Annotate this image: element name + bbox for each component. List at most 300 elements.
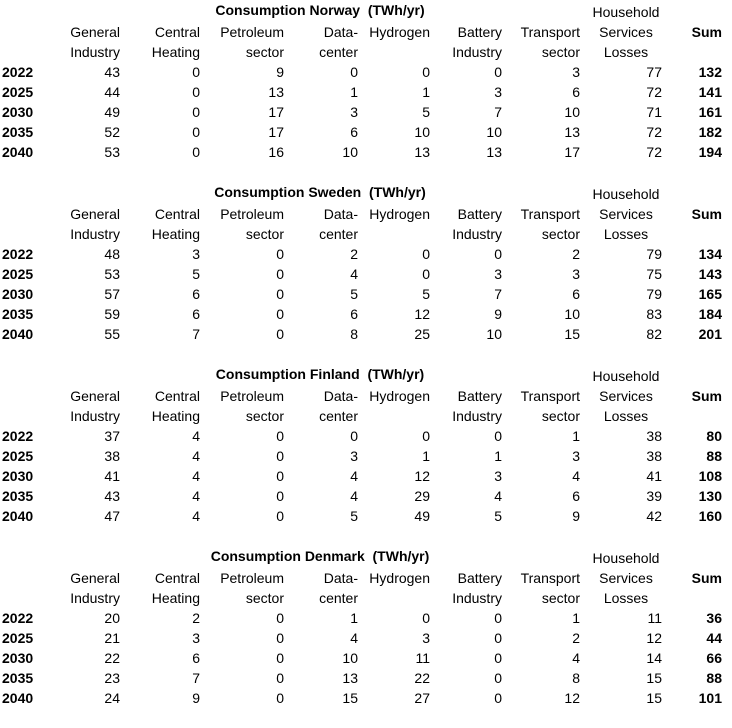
value-cell: 0 [494, 610, 502, 626]
sum-cell: 130 [698, 488, 722, 504]
value-cell: 0 [494, 428, 502, 444]
value-cell: 5 [422, 104, 430, 120]
sum-cell: 36 [706, 610, 722, 626]
value-cell: 0 [350, 64, 358, 80]
value-cell: 6 [192, 306, 200, 322]
header-battery-industry: Industry [452, 226, 502, 242]
value-cell: 0 [276, 448, 284, 464]
table-row [0, 304, 732, 324]
value-cell: 12 [414, 306, 430, 322]
header-transport: Transport [520, 570, 580, 586]
header-battery: Battery [457, 570, 502, 586]
value-cell: 72 [646, 124, 662, 140]
value-cell: 8 [572, 670, 580, 686]
value-cell: 21 [104, 630, 120, 646]
value-cell: 1 [350, 610, 358, 626]
value-cell: 4 [192, 508, 200, 524]
row-year: 2035 [2, 488, 34, 504]
header-transport-sector: sector [541, 590, 580, 606]
row-year: 2040 [2, 508, 34, 524]
value-cell: 15 [564, 326, 580, 342]
sum-cell: 143 [698, 266, 722, 282]
value-cell: 3 [192, 246, 200, 262]
header-losses: Losses [603, 44, 649, 60]
value-cell: 0 [192, 104, 200, 120]
value-cell: 3 [422, 630, 430, 646]
value-cell: 57 [104, 286, 120, 302]
value-cell: 5 [350, 286, 358, 302]
header-losses: Losses [603, 408, 649, 424]
header-sector: sector [245, 226, 284, 242]
value-cell: 14 [646, 650, 662, 666]
header-services: Services [599, 206, 653, 222]
value-cell: 10 [414, 124, 430, 140]
value-cell: 79 [646, 246, 662, 262]
value-cell: 27 [414, 690, 430, 706]
table-row [0, 506, 732, 526]
value-cell: 3 [192, 630, 200, 646]
value-cell: 6 [350, 306, 358, 322]
value-cell: 4 [192, 428, 200, 444]
value-cell: 83 [646, 306, 662, 322]
value-cell: 4 [350, 630, 358, 646]
value-cell: 17 [564, 144, 580, 160]
header-transport-sector: sector [541, 226, 580, 242]
header-data: Data- [323, 570, 358, 586]
header-hydrogen: Hydrogen [369, 388, 430, 404]
header-transport-sector: sector [541, 408, 580, 424]
value-cell: 3 [572, 448, 580, 464]
row-year: 2040 [2, 144, 34, 160]
value-cell: 53 [104, 266, 120, 282]
value-cell: 13 [268, 84, 284, 100]
value-cell: 37 [104, 428, 120, 444]
table-row [0, 648, 732, 668]
table-row [0, 628, 732, 648]
value-cell: 10 [564, 306, 580, 322]
value-cell: 4 [572, 468, 580, 484]
value-cell: 47 [104, 508, 120, 524]
header-sum: Sum [691, 24, 722, 40]
header-battery: Battery [457, 206, 502, 222]
sum-cell: 88 [706, 448, 722, 464]
sum-cell: 66 [706, 650, 722, 666]
sum-cell: 182 [698, 124, 722, 140]
header-hydrogen: Hydrogen [369, 206, 430, 222]
value-cell: 5 [422, 286, 430, 302]
value-cell: 29 [414, 488, 430, 504]
value-cell: 0 [422, 64, 430, 80]
header-petroleum: Petroleum [220, 570, 284, 586]
value-cell: 7 [192, 326, 200, 342]
table-block [0, 364, 732, 546]
sum-cell: 184 [698, 306, 722, 322]
value-cell: 6 [572, 286, 580, 302]
value-cell: 4 [572, 650, 580, 666]
sum-cell: 194 [698, 144, 722, 160]
header-sum: Sum [691, 388, 722, 404]
header-services: Services [599, 388, 653, 404]
header-hydrogen: Hydrogen [369, 570, 430, 586]
value-cell: 0 [276, 326, 284, 342]
value-cell: 2 [572, 246, 580, 262]
sum-cell: 101 [698, 690, 722, 706]
table-title-text: Consumption Denmark [210, 548, 365, 564]
value-cell: 4 [192, 468, 200, 484]
value-cell: 3 [494, 266, 502, 282]
table-title [200, 548, 440, 564]
value-cell: 48 [104, 246, 120, 262]
value-cell: 6 [192, 286, 200, 302]
value-cell: 0 [422, 610, 430, 626]
value-cell: 0 [494, 650, 502, 666]
value-cell: 0 [192, 64, 200, 80]
value-cell: 12 [646, 630, 662, 646]
table-row [0, 122, 732, 142]
row-year: 2022 [2, 610, 34, 626]
sum-cell: 161 [698, 104, 722, 120]
value-cell: 23 [104, 670, 120, 686]
value-cell: 6 [192, 650, 200, 666]
value-cell: 5 [192, 266, 200, 282]
header-heating: Heating [151, 590, 200, 606]
value-cell: 10 [486, 326, 502, 342]
row-year: 2035 [2, 124, 34, 140]
table-title-text: Consumption Sweden [214, 184, 362, 200]
value-cell: 1 [422, 448, 430, 464]
header-sum: Sum [691, 570, 722, 586]
value-cell: 3 [350, 448, 358, 464]
value-cell: 0 [276, 690, 284, 706]
value-cell: 0 [494, 246, 502, 262]
value-cell: 55 [104, 326, 120, 342]
value-cell: 15 [646, 670, 662, 686]
row-year: 2025 [2, 448, 34, 464]
value-cell: 3 [572, 266, 580, 282]
header-household: Household [592, 368, 660, 384]
value-cell: 4 [350, 468, 358, 484]
value-cell: 5 [494, 508, 502, 524]
value-cell: 52 [104, 124, 120, 140]
value-cell: 9 [276, 64, 284, 80]
header-industry: Industry [70, 590, 120, 606]
value-cell: 3 [494, 84, 502, 100]
value-cell: 15 [342, 690, 358, 706]
header-central: Central [154, 388, 200, 404]
value-cell: 1 [572, 428, 580, 444]
row-year: 2022 [2, 64, 34, 80]
value-cell: 1 [350, 84, 358, 100]
value-cell: 9 [494, 306, 502, 322]
table-title-text: Consumption Finland [215, 366, 360, 382]
table-block [0, 182, 732, 364]
value-cell: 59 [104, 306, 120, 322]
table-title-text: Consumption Norway [215, 2, 361, 18]
value-cell: 10 [342, 650, 358, 666]
value-cell: 0 [276, 508, 284, 524]
value-cell: 43 [104, 488, 120, 504]
header-industry: Industry [70, 408, 120, 424]
value-cell: 7 [494, 286, 502, 302]
value-cell: 22 [104, 650, 120, 666]
header-industry: Industry [70, 226, 120, 242]
header-transport: Transport [520, 206, 580, 222]
header-services: Services [599, 24, 653, 40]
value-cell: 1 [422, 84, 430, 100]
sum-cell: 108 [698, 468, 722, 484]
header-household: Household [592, 550, 660, 566]
header-center: center [319, 44, 358, 60]
value-cell: 72 [646, 144, 662, 160]
value-cell: 53 [104, 144, 120, 160]
value-cell: 13 [486, 144, 502, 160]
table-row [0, 446, 732, 466]
header-battery-industry: Industry [452, 44, 502, 60]
value-cell: 13 [342, 670, 358, 686]
value-cell: 13 [564, 124, 580, 140]
table-block [0, 0, 732, 182]
header-data: Data- [323, 388, 358, 404]
value-cell: 0 [422, 266, 430, 282]
header-losses: Losses [603, 226, 649, 242]
value-cell: 77 [646, 64, 662, 80]
value-cell: 0 [276, 286, 284, 302]
value-cell: 0 [276, 246, 284, 262]
value-cell: 41 [646, 468, 662, 484]
value-cell: 8 [350, 326, 358, 342]
row-year: 2022 [2, 246, 34, 262]
value-cell: 7 [494, 104, 502, 120]
value-cell: 5 [350, 508, 358, 524]
value-cell: 4 [192, 488, 200, 504]
value-cell: 39 [646, 488, 662, 504]
value-cell: 2 [192, 610, 200, 626]
value-cell: 11 [647, 610, 662, 626]
value-cell: 15 [646, 690, 662, 706]
table-title [200, 2, 440, 18]
header-general: General [70, 206, 120, 222]
sum-cell: 88 [706, 670, 722, 686]
row-year: 2030 [2, 286, 34, 302]
value-cell: 0 [350, 428, 358, 444]
header-sector: sector [245, 44, 284, 60]
value-cell: 0 [276, 306, 284, 322]
table-row [0, 82, 732, 102]
value-cell: 3 [494, 468, 502, 484]
value-cell: 20 [104, 610, 120, 626]
header-general: General [70, 388, 120, 404]
value-cell: 0 [276, 468, 284, 484]
table-row [0, 486, 732, 506]
value-cell: 22 [414, 670, 430, 686]
value-cell: 9 [192, 690, 200, 706]
value-cell: 17 [268, 104, 284, 120]
value-cell: 10 [564, 104, 580, 120]
table-row [0, 62, 732, 82]
header-central: Central [154, 24, 200, 40]
value-cell: 0 [276, 428, 284, 444]
value-cell: 24 [104, 690, 120, 706]
value-cell: 4 [192, 448, 200, 464]
header-heating: Heating [151, 226, 200, 242]
value-cell: 4 [494, 488, 502, 504]
table-unit: (TWh/yr) [367, 366, 425, 382]
header-losses: Losses [603, 590, 649, 606]
value-cell: 3 [350, 104, 358, 120]
header-heating: Heating [151, 408, 200, 424]
value-cell: 2 [350, 246, 358, 262]
value-cell: 3 [572, 64, 580, 80]
header-battery: Battery [457, 388, 502, 404]
header-central: Central [154, 206, 200, 222]
header-services: Services [599, 570, 653, 586]
header-petroleum: Petroleum [220, 206, 284, 222]
header-hydrogen: Hydrogen [369, 24, 430, 40]
value-cell: 82 [646, 326, 662, 342]
value-cell: 0 [494, 670, 502, 686]
row-year: 2040 [2, 326, 34, 342]
value-cell: 25 [414, 326, 430, 342]
value-cell: 75 [646, 266, 662, 282]
table-unit: (TWh/yr) [367, 2, 425, 18]
row-year: 2030 [2, 104, 34, 120]
header-battery: Battery [457, 24, 502, 40]
row-year: 2035 [2, 670, 34, 686]
table-unit: (TWh/yr) [372, 548, 430, 564]
value-cell: 12 [414, 468, 430, 484]
table-title [200, 184, 440, 200]
table-block [0, 546, 732, 728]
row-year: 2035 [2, 306, 34, 322]
header-sum: Sum [691, 206, 722, 222]
value-cell: 7 [192, 670, 200, 686]
row-year: 2025 [2, 84, 34, 100]
value-cell: 79 [646, 286, 662, 302]
header-battery-industry: Industry [452, 408, 502, 424]
value-cell: 17 [268, 124, 284, 140]
value-cell: 0 [276, 630, 284, 646]
sum-cell: 132 [698, 64, 722, 80]
value-cell: 0 [276, 488, 284, 504]
table-row [0, 466, 732, 486]
header-transport: Transport [520, 24, 580, 40]
header-central: Central [154, 570, 200, 586]
value-cell: 44 [104, 84, 120, 100]
table-unit: (TWh/yr) [369, 184, 426, 200]
header-center: center [319, 408, 358, 424]
value-cell: 0 [422, 246, 430, 262]
value-cell: 6 [350, 124, 358, 140]
value-cell: 43 [104, 64, 120, 80]
sum-cell: 44 [706, 630, 722, 646]
table-row [0, 102, 732, 122]
header-data: Data- [323, 24, 358, 40]
value-cell: 2 [572, 630, 580, 646]
value-cell: 0 [192, 124, 200, 140]
row-year: 2030 [2, 468, 34, 484]
row-year: 2030 [2, 650, 34, 666]
value-cell: 0 [276, 266, 284, 282]
value-cell: 0 [276, 650, 284, 666]
sum-cell: 201 [698, 326, 722, 342]
sum-cell: 141 [698, 84, 722, 100]
sum-cell: 134 [698, 246, 722, 262]
value-cell: 38 [646, 428, 662, 444]
header-petroleum: Petroleum [220, 24, 284, 40]
sum-cell: 165 [698, 286, 722, 302]
row-year: 2040 [2, 690, 34, 706]
row-year: 2025 [2, 266, 34, 282]
header-household: Household [592, 4, 660, 20]
header-industry: Industry [70, 44, 120, 60]
value-cell: 1 [494, 448, 502, 464]
header-transport: Transport [520, 388, 580, 404]
header-center: center [319, 226, 358, 242]
header-data: Data- [323, 206, 358, 222]
header-general: General [70, 24, 120, 40]
value-cell: 13 [414, 144, 430, 160]
table-row [0, 426, 732, 446]
row-year: 2025 [2, 630, 34, 646]
header-center: center [319, 590, 358, 606]
value-cell: 10 [342, 144, 358, 160]
value-cell: 38 [646, 448, 662, 464]
header-heating: Heating [151, 44, 200, 60]
value-cell: 0 [192, 144, 200, 160]
table-title [200, 366, 440, 382]
value-cell: 6 [572, 84, 580, 100]
table-row [0, 284, 732, 304]
value-cell: 9 [572, 508, 580, 524]
value-cell: 72 [646, 84, 662, 100]
header-transport-sector: sector [541, 44, 580, 60]
row-year: 2022 [2, 428, 34, 444]
value-cell: 49 [414, 508, 430, 524]
value-cell: 49 [104, 104, 120, 120]
table-row [0, 324, 732, 344]
table-row [0, 244, 732, 264]
table-row [0, 688, 732, 708]
header-general: General [70, 570, 120, 586]
value-cell: 0 [494, 690, 502, 706]
header-sector: sector [245, 590, 284, 606]
value-cell: 12 [564, 690, 580, 706]
table-row [0, 264, 732, 284]
value-cell: 0 [494, 630, 502, 646]
header-battery-industry: Industry [452, 590, 502, 606]
header-sector: sector [245, 408, 284, 424]
value-cell: 6 [572, 488, 580, 504]
value-cell: 10 [486, 124, 502, 140]
value-cell: 0 [422, 428, 430, 444]
value-cell: 0 [494, 64, 502, 80]
value-cell: 4 [350, 488, 358, 504]
value-cell: 38 [104, 448, 120, 464]
header-petroleum: Petroleum [220, 388, 284, 404]
table-row [0, 668, 732, 688]
value-cell: 4 [350, 266, 358, 282]
value-cell: 11 [415, 650, 430, 666]
value-cell: 0 [276, 610, 284, 626]
value-cell: 1 [572, 610, 580, 626]
value-cell: 41 [104, 468, 120, 484]
sum-cell: 160 [698, 508, 722, 524]
header-household: Household [592, 186, 660, 202]
value-cell: 71 [646, 104, 662, 120]
table-row [0, 142, 732, 162]
value-cell: 42 [646, 508, 662, 524]
table-row [0, 608, 732, 628]
